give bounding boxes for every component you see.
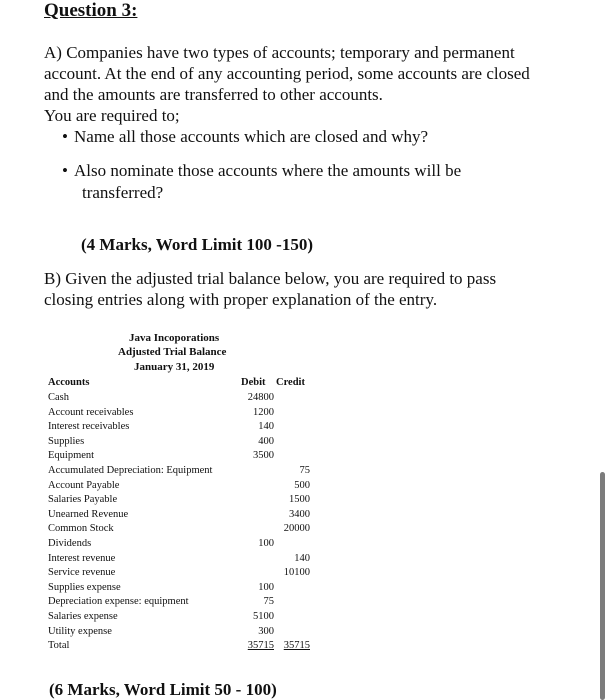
tb-account-cell: Interest receivables <box>48 421 130 433</box>
tb-account-cell: Dividends <box>48 538 92 549</box>
tb-account-cell: Account Payable <box>48 479 120 491</box>
tb-debit-cell: 300 <box>258 625 274 637</box>
tb-debit-cell: 75 <box>263 596 274 608</box>
tb-account-cell: Supplies <box>48 435 85 447</box>
part-a-line-4: You are required to; <box>44 106 180 125</box>
part-a-line-3: and the amounts are transferred to other accounts. <box>44 85 383 104</box>
bullet-1-marker: • <box>62 127 68 146</box>
tb-debit-cell: 24800 <box>247 392 274 403</box>
tb-account-cell: Salaries Payable <box>48 494 118 506</box>
tb-credit-cell: 3400 <box>289 508 310 520</box>
tb-debit-cell: 140 <box>258 421 274 433</box>
tb-account-cell: Equipment <box>48 450 95 462</box>
tb-credit-cell: 75 <box>299 465 310 476</box>
bullet-1-text: Name all those accounts which are closed and why? <box>74 127 429 146</box>
part-b-line-2: closing entries along with proper explanation of the entry. <box>44 290 438 309</box>
tb-credit-cell: 500 <box>294 479 310 491</box>
tb-account-cell: Unearned Revenue <box>48 508 129 520</box>
tb-account-cell: Salaries expense <box>48 611 118 622</box>
tb-account-cell: Cash <box>48 392 69 403</box>
tb-account-cell: Depreciation expense: equipment <box>48 596 189 608</box>
tb-title: Adjusted Trial Balance <box>118 346 227 358</box>
tb-account-cell: Interest revenue <box>48 552 116 564</box>
question-title: Question 3: <box>44 0 138 21</box>
tb-account-cell: Accumulated Depreciation: Equipment <box>48 465 213 476</box>
tb-header-credit: Credit <box>276 377 305 388</box>
part-a-marks: (4 Marks, Word Limit 100 -150) <box>81 235 314 254</box>
tb-date: January 31, 2019 <box>134 361 215 373</box>
tb-account-cell: Service revenue <box>48 567 116 579</box>
part-a-line-1: A) Companies have two types of accounts; temporary and permanent <box>44 43 515 62</box>
tb-account-cell: Account receivables <box>48 406 134 418</box>
bullet-2-marker: • <box>62 161 68 180</box>
tb-account-cell: Supplies expense <box>48 581 121 593</box>
tb-credit-cell: 140 <box>294 552 310 564</box>
tb-debit-cell: 100 <box>258 538 274 549</box>
tb-total-credit: 35715 <box>283 640 310 652</box>
bullet-2-text-line-1: Also nominate those accounts where the amounts will be <box>74 161 462 180</box>
tb-debit-cell: 400 <box>258 435 274 447</box>
tb-debit-cell: 1200 <box>253 406 274 418</box>
part-b-marks: (6 Marks, Word Limit 50 - 100) <box>49 680 277 699</box>
tb-credit-cell: 10100 <box>283 567 310 579</box>
tb-company: Java Incoporations <box>129 332 220 344</box>
tb-header-accounts: Accounts <box>48 377 90 388</box>
tb-header-debit: Debit <box>241 377 266 388</box>
tb-debit-cell: 5100 <box>253 611 274 622</box>
tb-debit-cell: 3500 <box>253 450 274 462</box>
tb-total-debit: 35715 <box>247 640 274 652</box>
scrollbar[interactable] <box>600 472 605 700</box>
bullet-2-text-line-2: transferred? <box>82 183 164 202</box>
tb-total-label: Total <box>48 640 70 652</box>
tb-account-cell: Utility expense <box>48 625 112 637</box>
tb-debit-cell: 100 <box>258 581 274 593</box>
tb-account-cell: Common Stock <box>48 523 114 535</box>
part-b-line-1: B) Given the adjusted trial balance below, you are required to pass <box>44 269 497 288</box>
tb-credit-cell: 1500 <box>289 494 310 506</box>
tb-credit-cell: 20000 <box>283 523 310 535</box>
part-a-line-2: account. At the end of any accounting period, some accounts are closed <box>44 64 530 83</box>
